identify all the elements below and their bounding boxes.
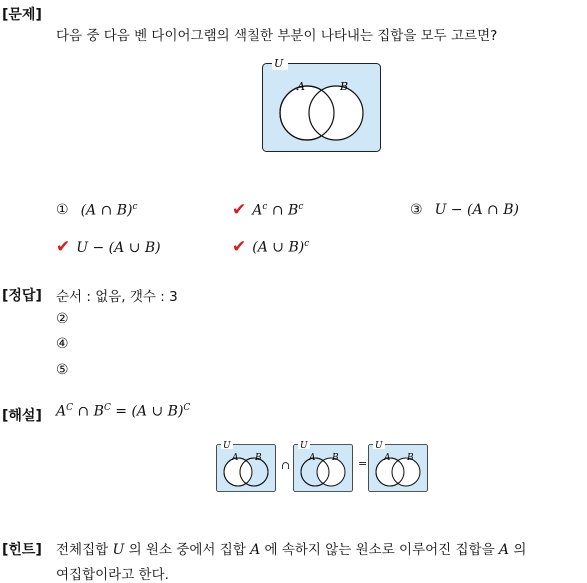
question-text: 다음 중 다음 벤 다이어그램의 색칠한 부분이 나타내는 집합을 모두 고르면? (56, 28, 498, 44)
option-expression: (A ∪ B)$^c$ (252, 239, 310, 256)
check-icon: ✔ (56, 237, 71, 257)
venn-diagram-main (260, 58, 384, 154)
svg-text:U: U (300, 441, 308, 451)
check-icon: ✔ (232, 237, 247, 257)
svg-text:B: B (332, 453, 339, 463)
option-expression: (A ∩ B)$^c$ (80, 202, 138, 219)
set-a-label: A (297, 80, 305, 93)
option-expression: U − (A ∩ B) (434, 202, 519, 218)
svg-text:U: U (375, 441, 383, 451)
option-expression: $A^c$ ∩ $B^c$ (252, 202, 304, 219)
svg-text:B: B (255, 453, 262, 463)
option-5 (232, 239, 309, 256)
universe-label: U (274, 58, 284, 70)
venn-diagram-b-complement (292, 440, 354, 494)
venn-diagram-a-complement (215, 440, 277, 494)
option-3 (410, 202, 519, 218)
hint-tag: [힌트] (2, 542, 42, 558)
answer-item: ② (56, 311, 69, 327)
check-icon: ✔ (232, 200, 247, 220)
option-2 (232, 202, 303, 219)
set-b-label: B (340, 80, 349, 93)
svg-text:A: A (384, 453, 391, 463)
hint-text-line2: 여집합이라고 한다. (56, 567, 169, 583)
option-number: ① (56, 202, 69, 219)
option-4 (56, 239, 161, 256)
svg-text:A: A (309, 453, 316, 463)
answer-tag: [정답] (2, 288, 42, 304)
svg-text:U: U (223, 441, 231, 451)
hint-text-line1: 전체집합 U 의 원소 중에서 집합 A 에 속하지 않는 원소로 이루어진 집합을 A 의 (56, 542, 527, 558)
option-number: ③ (410, 202, 423, 218)
venn-diagram-union-complement (367, 440, 429, 494)
option-1 (56, 202, 138, 219)
svg-text:A: A (232, 453, 239, 463)
operator-intersect: ∩ (281, 459, 291, 472)
operator-equals: = (358, 457, 368, 470)
svg-text:B: B (407, 453, 414, 463)
answer-item: ④ (56, 336, 69, 352)
set-b-circle (309, 86, 363, 140)
option-expression: U − (A ∪ B) (76, 239, 161, 256)
answer-item: ⑤ (56, 362, 69, 378)
answer-summary: 순서 : 없음, 갯수 : 3 (56, 289, 178, 305)
explanation-tag: [해설] (2, 408, 42, 424)
problem-tag: [문제] (2, 7, 42, 23)
explanation-formula: $A^C$ ∩ $B^C = (A$ ∪ B)$^C$ (56, 403, 191, 420)
